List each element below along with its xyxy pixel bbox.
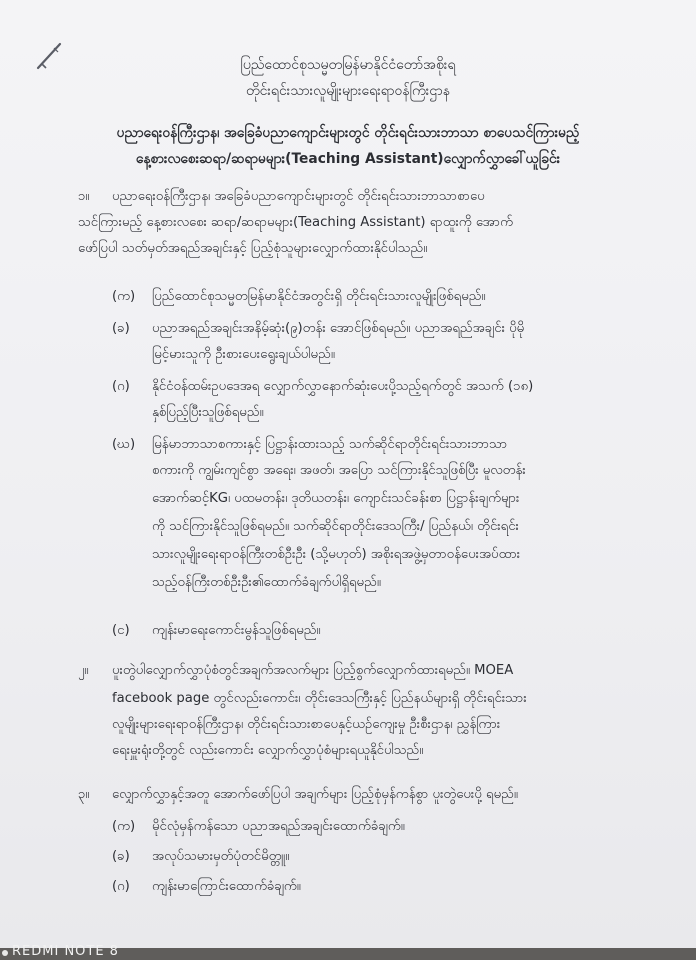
subject-line-1: ပညာရေးဝန်ကြီးဌာန၊ အခြေခံပညာကျောင်းများတွင် တိုင်းရင်းသားဘာသာ စာပေသင်ကြားမည့် xyxy=(116,125,580,141)
criterion-line: သားလူမျိုးရေးရာဝန်ကြီးတစ်ဦးဦး (သို့မဟုတ်) အစိုးရအဖွဲ့မှတာဝန်ပေးအပ်ထား xyxy=(152,547,521,562)
camera-watermark: REDMI NOTE 8 xyxy=(12,944,119,959)
attachment-text: မိုင်လုံမှန်ကန်သော ပညာအရည်အချင်းထောက်ခံချက်။ xyxy=(152,819,405,834)
paragraph-1-number: ၁။ xyxy=(78,189,90,204)
criterion-line: မြန်မာဘာသာစကားနှင့် ပြဋ္ဌာန်းထားသည့် သက်ဆိုင်ရာတိုင်းရင်းသားဘာသာ xyxy=(152,437,508,452)
header-line-2: တိုင်းရင်းသားလူမျိုးများရေးရာဝန်ကြီးဌာန xyxy=(245,83,451,99)
paragraph-3-line: လျှောက်လွှာနှင့်အတူ အောက်ဖော်ပြပါ အချက်များ ပြည့်စုံမှန်ကန်စွာ ပူးတွဲပေးပို့ ရမည်။ xyxy=(112,787,518,802)
criterion-line: ပြည်ထောင်စုသမ္မတမြန်မာနိုင်ငံအတွင်းရှိ တိုင်းရင်းသားလူမျိုးဖြစ်ရမည်။ xyxy=(152,289,486,304)
attachment-label: (က) xyxy=(112,819,136,834)
criterion-line: နှစ်ပြည့်ပြီးသူဖြစ်ရမည်။ xyxy=(152,405,264,420)
criterion-line: ပညာအရည်အချင်းအနိမ့်ဆုံး(၉)တန်း အောင်ဖြစ်ရမည်။ ပညာအရည်အချင်း ပိုမို xyxy=(152,321,525,336)
attachment-label: (ခ) xyxy=(112,849,130,864)
criterion-line: ကို သင်ကြားနိုင်သူဖြစ်ရမည်။ သက်ဆိုင်ရာတိုင်းဒေသကြီး/ ပြည်နယ်၊ တိုင်းရင်း xyxy=(152,519,519,534)
paragraph-1-line: ပညာရေးဝန်ကြီးဌာန၊ အခြေခံပညာကျောင်းများတွင် တိုင်းရင်းသားဘာသာစာပေ xyxy=(112,189,485,204)
criterion-line: ကျန်းမာရေးကောင်းမွန်သူဖြစ်ရမည်။ xyxy=(152,623,321,638)
criterion-label: (င) xyxy=(112,623,130,638)
criterion-label: (ဂ) xyxy=(112,379,130,394)
camera-icon xyxy=(2,950,8,956)
header-line-1: ပြည်ထောင်စုသမ္မတမြန်မာနိုင်ငံတော်အစိုးရ xyxy=(240,57,456,73)
paragraph-2-line: ပူးတွဲပါလျှောက်လွှာပုံစံတွင်အချက်အလက်များ ပြည့်စွက်လျှောက်ထားရမည်။ MOEA xyxy=(112,663,514,678)
paragraph-2-number: ၂။ xyxy=(78,663,89,678)
criterion-label: (က) xyxy=(112,289,136,304)
attachment-label: (ဂ) xyxy=(112,879,130,894)
paragraph-3-number: ၃။ xyxy=(78,787,90,802)
paragraph-1-line: ဖော်ပြပါ သတ်မှတ်အရည်အချင်းနှင့် ပြည့်စုံသူများလျှောက်ထားနိုင်ပါသည်။ xyxy=(78,241,428,256)
criterion-line: သည့်ဝန်ကြီးတစ်ဦးဦး၏ထောက်ခံချက်ပါရှိရမည်။ xyxy=(152,575,381,590)
paragraph-2-line: လူမျိုးများရေးရာဝန်ကြီးဌာန၊ တိုင်းရင်းသားစာပေနှင့်ယဉ်ကျေးမှု ဦးစီးဌာန၊ ညွှန်ကြား xyxy=(112,717,501,732)
criterion-line: နိုင်ငံဝန်ထမ်းဥပဒေအရ လျှောက်လွှာနောက်ဆုံးပေးပို့သည့်ရက်တွင် အသက် (၁၈) xyxy=(152,379,534,394)
criterion-line: မြင့်မားသူကို ဦးစားပေးရွေးချယ်ပါမည်။ xyxy=(152,347,335,362)
attachment-text: အလုပ်သမားမှတ်ပုံတင်မိတ္တူ။ xyxy=(152,849,290,864)
criterion-line: အောက်ဆင့်KG၊ ပထမတန်း၊ ဒုတိယတန်း၊ ကျောင်းသင်ခန်းစာ ပြဋ္ဌာန်းချက်များ xyxy=(152,491,520,506)
criterion-line: စကားကို ကျွမ်းကျင်စွာ အရေး၊ အဖတ်၊ အပြော သင်ကြားနိုင်သူဖြစ်ပြီး မူလတန်း xyxy=(152,463,526,478)
paragraph-1-line: သင်ကြားမည့် နေ့စားလစေး ဆရာ/ဆရာမများ(Teaching Assistant) ရာထူးကို အောက် xyxy=(78,215,513,230)
criterion-label: (ခ) xyxy=(112,321,130,336)
paragraph-2-line: facebook page တွင်လည်းကောင်း၊ တိုင်းဒေသကြီးနှင့် ပြည်နယ်များရှိ တိုင်းရင်းသား xyxy=(112,691,527,706)
subject-line-2: နေ့စားလစေးဆရာ/ဆရာမများ(Teaching Assistant)လျှောက်လွှာခေါ်ယူခြင်း xyxy=(135,151,561,167)
criterion-label: (ဃ) xyxy=(112,437,136,452)
paragraph-2-line: ရေးမှူးရုံးတို့တွင် လည်းကောင်း လျှောက်လွှာပုံစံများရယူနိုင်ပါသည်။ xyxy=(112,743,424,758)
attachment-text: ကျန်းမာကြောင်းထောက်ခံချက်။ xyxy=(152,879,301,894)
